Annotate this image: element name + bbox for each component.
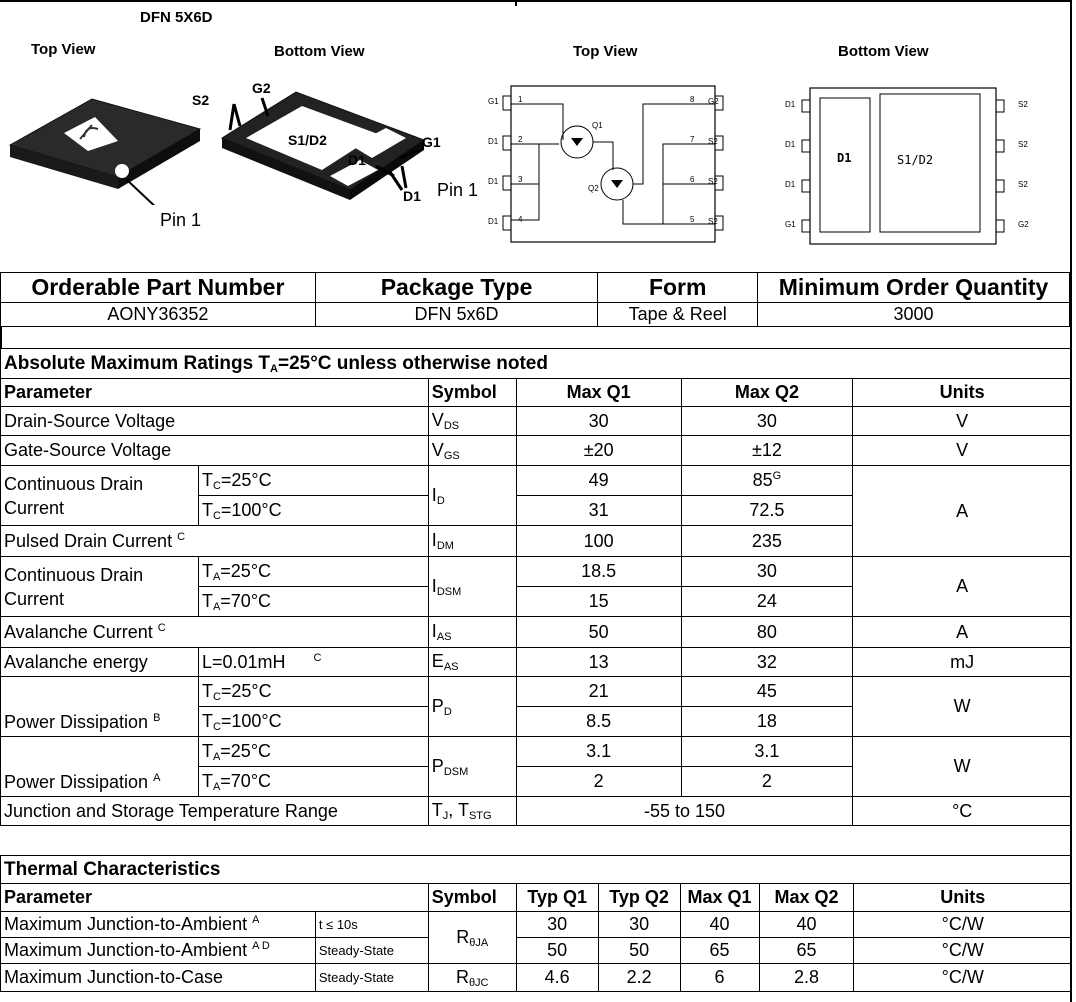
rjc-max-q2: 2.8	[759, 964, 854, 992]
package-top-view-image	[0, 85, 220, 205]
rjc-unit: °C/W	[854, 964, 1072, 992]
rja-10s-param: Maximum Junction-to-Ambient $^A$	[1, 912, 316, 938]
schem-num-right-4: 5	[690, 215, 695, 224]
ordering-header-row	[1, 273, 1070, 303]
pdsm-symbol: $P_{DSM}$	[428, 737, 516, 797]
bv-d1-label: D1	[837, 151, 852, 165]
pin1-label: Pin 1	[160, 210, 202, 230]
divider-left	[0, 327, 2, 349]
rja-10s-typ-q2: 30	[598, 912, 680, 938]
bv-s1d2-label: S1/D2	[897, 153, 934, 167]
tj-param: Junction and Storage Temperature Range	[1, 797, 429, 826]
idm-symbol: $I_{DM}$	[428, 526, 516, 557]
amr-row-idsm-a	[1, 557, 1072, 587]
thermal-row-1	[1, 912, 1072, 938]
amr-row-eas	[1, 648, 1072, 677]
ias-param: Avalanche Current $^C$	[1, 617, 429, 648]
amr-header-parameter: Parameter	[1, 379, 429, 407]
idsm-q1b: 15	[516, 587, 681, 617]
eas-unit: mJ	[853, 648, 1072, 677]
vgs-q2: ±12	[681, 436, 853, 466]
rja-10s-typ-q1: 30	[516, 912, 598, 938]
pin1-label-2: Pin 1	[437, 180, 479, 200]
id-q1a: 49	[516, 466, 681, 496]
d1-label: D1	[348, 152, 366, 168]
ordering-header-moq: Minimum Order Quantity	[758, 273, 1070, 303]
vds-param: Drain-Source Voltage	[1, 407, 429, 436]
eas-param: Avalanche energy	[1, 648, 199, 677]
ordering-row	[1, 303, 1070, 327]
rja-ss-typ-q2: 50	[598, 938, 680, 964]
rja-ss-max-q2: 65	[759, 938, 854, 964]
bottom-view-label: Bottom View	[274, 43, 365, 60]
rjc-param: Maximum Junction-to-Case	[1, 964, 316, 992]
bv-left-2: D1	[785, 140, 796, 149]
idsm-param: Continuous Drain Current	[1, 557, 199, 617]
thermal-row-2	[1, 938, 1072, 964]
package-title: DFN 5X6D	[140, 9, 213, 26]
idsm-cond2: $T_A=70^\circ C$	[198, 587, 428, 617]
id-cond2: $T_C=100^\circ C$	[198, 496, 428, 526]
vds-symbol: $V_{DS}$	[428, 407, 516, 436]
amr-title-row	[1, 349, 1072, 379]
bv-right-3: S2	[1018, 180, 1028, 189]
thermal-header-typ-q1: Typ Q1	[516, 884, 598, 912]
ias-q1: 50	[516, 617, 681, 648]
thermal-header-max-q2: Max Q2	[759, 884, 854, 912]
id-q2b: 72.5	[681, 496, 853, 526]
thermal-title-row	[1, 856, 1072, 884]
pd-q1a: 21	[516, 677, 681, 707]
vgs-unit: V	[853, 436, 1072, 466]
pdsm-q2b: 2	[681, 767, 853, 797]
rja-symbol: $R_{\theta JA}$	[428, 912, 516, 964]
d1b-label: D1	[403, 188, 421, 204]
bv-left-1: D1	[785, 100, 796, 109]
rjc-cond: Steady-State	[315, 964, 428, 992]
pd-q2a: 45	[681, 677, 853, 707]
ordering-header-package: Package Type	[315, 273, 598, 303]
amr-row-vgs	[1, 436, 1072, 466]
thermal-header-max-q1: Max Q1	[680, 884, 759, 912]
pdsm-param: Power Dissipation $^A$	[1, 737, 199, 797]
schem-q1-label: Q1	[592, 121, 603, 130]
ordering-header-part: Orderable Part Number	[1, 273, 316, 303]
eas-symbol: $E_{AS}$	[428, 648, 516, 677]
vgs-param: Gate-Source Voltage	[1, 436, 429, 466]
pdsm-cond1: $T_A=25^\circ C$	[198, 737, 428, 767]
id-q2a: $85^G$	[681, 466, 853, 496]
idm-param: Pulsed Drain Current $^C$	[1, 526, 429, 557]
top-view-label-2: Top View	[573, 43, 638, 60]
amr-header-units: Units	[853, 379, 1072, 407]
id-param: Continuous Drain Current	[1, 466, 199, 526]
idsm-cond1: $T_A=25^\circ C$	[198, 557, 428, 587]
ordering-header-form: Form	[598, 273, 758, 303]
schem-num-left-2: 2	[518, 135, 523, 144]
idsm-q2a: 30	[681, 557, 853, 587]
vds-unit: V	[853, 407, 1072, 436]
thermal-title: Thermal Characteristics	[1, 856, 1072, 884]
rja-ss-max-q1: 65	[680, 938, 759, 964]
schematic-diagram	[483, 80, 743, 250]
tj-unit: °C	[853, 797, 1072, 826]
rja-10s-max-q2: 40	[759, 912, 854, 938]
thermal-table	[0, 855, 1072, 992]
idm-q1: 100	[516, 526, 681, 557]
thermal-header-parameter: Parameter	[1, 884, 429, 912]
amr-header-max-q1: Max Q1	[516, 379, 681, 407]
idsm-symbol: $I_{DSM}$	[428, 557, 516, 617]
eas-cond: L=0.01mH $^C$	[198, 648, 428, 677]
thermal-header-units: Units	[854, 884, 1072, 912]
amr-row-pdsm-a	[1, 737, 1072, 767]
schem-num-left-1: 1	[518, 95, 523, 104]
rjc-symbol: $R_{\theta JC}$	[428, 964, 516, 992]
amr-row-vds	[1, 407, 1072, 436]
bv-right-1: S2	[1018, 100, 1028, 109]
idsm-unit: A	[853, 557, 1072, 617]
schem-pin-right-2: S2	[708, 137, 718, 146]
top-divider	[515, 0, 517, 6]
bv-right-2: S2	[1018, 140, 1028, 149]
tj-symbol: $T_J$, $T_{STG}$	[428, 797, 516, 826]
ias-unit: A	[853, 617, 1072, 648]
amr-title: Absolute Maximum Ratings $T_A=25^\circ C$ unless otherwise noted	[1, 349, 1072, 379]
tj-value: -55 to 150	[516, 797, 853, 826]
id-cond1: $T_C=25^\circ C$	[198, 466, 428, 496]
ias-symbol: $I_{AS}$	[428, 617, 516, 648]
vds-q2: 30	[681, 407, 853, 436]
idm-q2: 235	[681, 526, 853, 557]
eas-q1: 13	[516, 648, 681, 677]
top-border	[0, 0, 1072, 2]
schem-pin-left-4: D1	[488, 217, 499, 226]
schem-num-right-1: 8	[690, 95, 695, 104]
pd-q1b: 8.5	[516, 707, 681, 737]
s1d2-label: S1/D2	[288, 132, 327, 148]
vgs-symbol: $V_{GS}$	[428, 436, 516, 466]
schem-pin-left-3: D1	[488, 177, 499, 186]
pdsm-q1a: 3.1	[516, 737, 681, 767]
top-view-label: Top View	[31, 41, 96, 58]
pd-cond2: $T_C=100^\circ C$	[198, 707, 428, 737]
pdsm-unit: W	[853, 737, 1072, 797]
rja-ss-unit: °C/W	[854, 938, 1072, 964]
vgs-q1: ±20	[516, 436, 681, 466]
amr-row-tj	[1, 797, 1072, 826]
amr-header-symbol: Symbol	[428, 379, 516, 407]
thermal-header-row	[1, 884, 1072, 912]
ordering-moq: 3000	[758, 303, 1070, 327]
schem-pin-right-1: G2	[708, 97, 719, 106]
amr-row-pd-a	[1, 677, 1072, 707]
ordering-form: Tape & Reel	[598, 303, 758, 327]
bv-left-4: G1	[785, 220, 796, 229]
idsm-q1a: 18.5	[516, 557, 681, 587]
amr-row-ias	[1, 617, 1072, 648]
amr-table	[0, 348, 1072, 826]
pdsm-q2a: 3.1	[681, 737, 853, 767]
vds-q1: 30	[516, 407, 681, 436]
pd-q2b: 18	[681, 707, 853, 737]
g1-label: G1	[422, 134, 441, 150]
ordering-package-type: DFN 5x6D	[315, 303, 598, 327]
schem-pin-right-3: S2	[708, 177, 718, 186]
pdsm-q1b: 2	[516, 767, 681, 797]
schem-pin-left-2: D1	[488, 137, 499, 146]
rja-10s-unit: °C/W	[854, 912, 1072, 938]
pd-symbol: $P_D$	[428, 677, 516, 737]
bv-right-4: G2	[1018, 220, 1029, 229]
amr-header-max-q2: Max Q2	[681, 379, 853, 407]
thermal-header-symbol: Symbol	[428, 884, 516, 912]
pd-cond1: $T_C=25^\circ C$	[198, 677, 428, 707]
id-unit: A	[853, 466, 1072, 557]
id-q1b: 31	[516, 496, 681, 526]
g2-label: G2	[252, 80, 271, 96]
rja-ss-typ-q1: 50	[516, 938, 598, 964]
schem-num-right-3: 6	[690, 175, 695, 184]
thermal-header-typ-q2: Typ Q2	[598, 884, 680, 912]
eas-q2: 32	[681, 648, 853, 677]
schem-num-left-3: 3	[518, 175, 523, 184]
rjc-typ-q1: 4.6	[516, 964, 598, 992]
pdsm-cond2: $T_A=70^\circ C$	[198, 767, 428, 797]
ordering-part-number: AONY36352	[1, 303, 316, 327]
pd-param: Power Dissipation $^B$	[1, 677, 199, 737]
bv-left-3: D1	[785, 180, 796, 189]
ias-q2: 80	[681, 617, 853, 648]
rjc-typ-q2: 2.2	[598, 964, 680, 992]
id-symbol: $I_D$	[428, 466, 516, 526]
pd-unit: W	[853, 677, 1072, 737]
rja-10s-cond: t ≤ 10s	[315, 912, 428, 938]
bottom-view-label-2: Bottom View	[838, 43, 929, 60]
idsm-q2b: 24	[681, 587, 853, 617]
rja-ss-cond: Steady-State	[315, 938, 428, 964]
amr-header-row	[1, 379, 1072, 407]
schem-num-left-4: 4	[518, 215, 523, 224]
rjc-max-q1: 6	[680, 964, 759, 992]
s2-label: S2	[192, 92, 210, 108]
schem-num-right-2: 7	[690, 135, 695, 144]
rja-ss-param: Maximum Junction-to-Ambient $^{A D}$	[1, 938, 316, 964]
schem-pin-right-4: S2	[708, 217, 718, 226]
schem-pin-left-1: G1	[488, 97, 499, 106]
schem-q2-label: Q2	[588, 184, 599, 193]
rja-10s-max-q1: 40	[680, 912, 759, 938]
thermal-row-3	[1, 964, 1072, 992]
ordering-table	[0, 272, 1070, 327]
amr-row-id-a	[1, 466, 1072, 496]
